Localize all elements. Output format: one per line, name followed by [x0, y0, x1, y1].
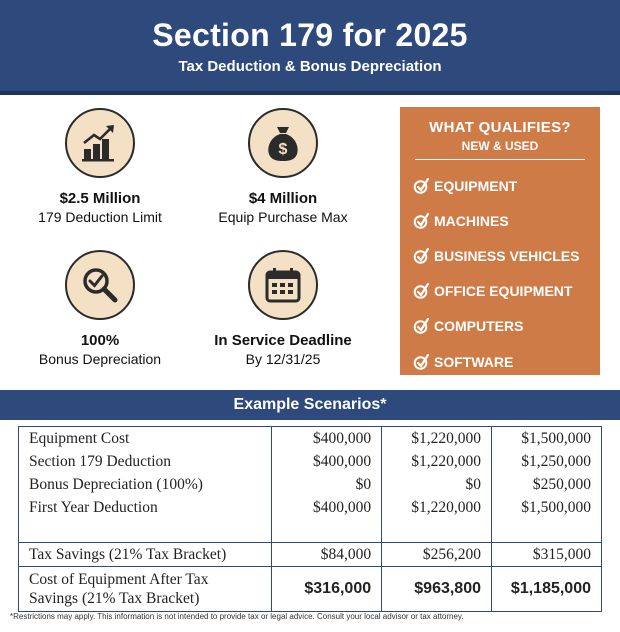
row-label: Tax Savings (21% Tax Bracket)	[19, 542, 272, 566]
feature-title: $4 Million	[248, 190, 318, 207]
feature-subtitle: 179 Deduction Limit	[38, 209, 162, 225]
check-circle-icon	[413, 354, 429, 370]
feature-purchase-max	[188, 108, 378, 227]
cell-value: $963,800	[382, 566, 492, 611]
cell-value: $256,200	[382, 542, 492, 566]
feature-deduction-limit	[5, 108, 195, 227]
qualifies-item-label: BUSINESS VEHICLES	[434, 247, 580, 264]
check-circle-icon	[413, 248, 429, 264]
table-row-tax-savings	[19, 542, 602, 566]
cell-value: $0	[272, 473, 382, 496]
qualifies-item-label: SOFTWARE	[434, 353, 514, 370]
table-spacer-row	[19, 519, 602, 542]
feature-bonus-depreciation	[5, 250, 195, 369]
page-subtitle: Tax Deduction & Bonus Depreciation	[178, 58, 442, 75]
disclaimer-text: *Restrictions may apply. This information is not intended to provide tax or legal advice. Consult your local advisor or tax attorney.	[10, 612, 464, 621]
table-row	[19, 450, 602, 473]
feature-subtitle: Bonus Depreciation	[38, 351, 162, 367]
cell-value: $1,250,000	[492, 450, 602, 473]
qualifies-item	[413, 168, 600, 203]
cell-value: $1,500,000	[492, 427, 602, 451]
check-circle-icon	[413, 178, 429, 194]
cell-value: $1,220,000	[382, 427, 492, 451]
qualifies-item	[413, 309, 600, 344]
magnifier-check-icon	[65, 250, 135, 320]
cell-value: $400,000	[272, 427, 382, 451]
feature-subtitle: Equip Purchase Max	[218, 209, 348, 225]
cell-value: $0	[382, 473, 492, 496]
table-row	[19, 427, 602, 451]
cell-value: $1,500,000	[492, 496, 602, 519]
scenarios-heading: Example Scenarios*	[0, 390, 620, 420]
money-bag-icon	[248, 108, 318, 178]
calendar-icon	[248, 250, 318, 320]
row-label	[19, 566, 272, 611]
feature-title: $2.5 Million	[59, 190, 141, 207]
row-label-line: Cost of Equipment After Tax	[29, 570, 209, 588]
qualifies-item-label: OFFICE EQUIPMENT	[434, 283, 573, 300]
table-row-net-cost	[19, 566, 602, 611]
growth-chart-icon	[65, 108, 135, 178]
row-label: Equipment Cost	[29, 430, 130, 447]
check-circle-icon	[413, 318, 429, 334]
row-label: First Year Deduction	[29, 499, 158, 516]
cell-value: $400,000	[272, 450, 382, 473]
row-label: Section 179 Deduction	[29, 453, 172, 470]
cell-value: $400,000	[272, 496, 382, 519]
qualifies-item-label: MACHINES	[434, 212, 509, 229]
qualifies-item-label: COMPUTERS	[434, 318, 524, 335]
qualifies-item	[413, 203, 600, 238]
cell-value: $1,220,000	[382, 496, 492, 519]
qualifies-subtitle: NEW & USED	[461, 139, 539, 153]
page-title: Section 179 for 2025	[152, 17, 468, 53]
feature-title: 100%	[80, 332, 120, 349]
cell-value: $1,220,000	[382, 450, 492, 473]
row-label: Bonus Depreciation (100%)	[29, 476, 203, 493]
feature-title: In Service Deadline	[214, 332, 352, 349]
qualifies-item	[413, 344, 600, 379]
check-circle-icon	[413, 213, 429, 229]
cell-value: $315,000	[492, 542, 602, 566]
qualifies-panel	[400, 107, 600, 375]
svg-text:$: $	[278, 141, 288, 158]
qualifies-list	[400, 168, 600, 379]
cell-value: $84,000	[272, 542, 382, 566]
header-banner	[0, 0, 620, 95]
cell-value: $1,185,000	[492, 566, 602, 611]
qualifies-item-label: EQUIPMENT	[434, 177, 518, 194]
cell-value: $316,000	[272, 566, 382, 611]
feature-service-deadline	[188, 250, 378, 369]
row-label-line: Savings (21% Tax Bracket)	[29, 589, 200, 607]
qualifies-item	[413, 274, 600, 309]
feature-subtitle: By 12/31/25	[245, 351, 321, 367]
check-circle-icon	[413, 283, 429, 299]
table-row	[19, 473, 602, 496]
cell-value: $250,000	[492, 473, 602, 496]
scenarios-table	[18, 426, 602, 612]
divider	[415, 159, 585, 160]
table-row	[19, 496, 602, 519]
qualifies-title: WHAT QUALIFIES?	[429, 119, 571, 136]
qualifies-item	[413, 238, 600, 273]
